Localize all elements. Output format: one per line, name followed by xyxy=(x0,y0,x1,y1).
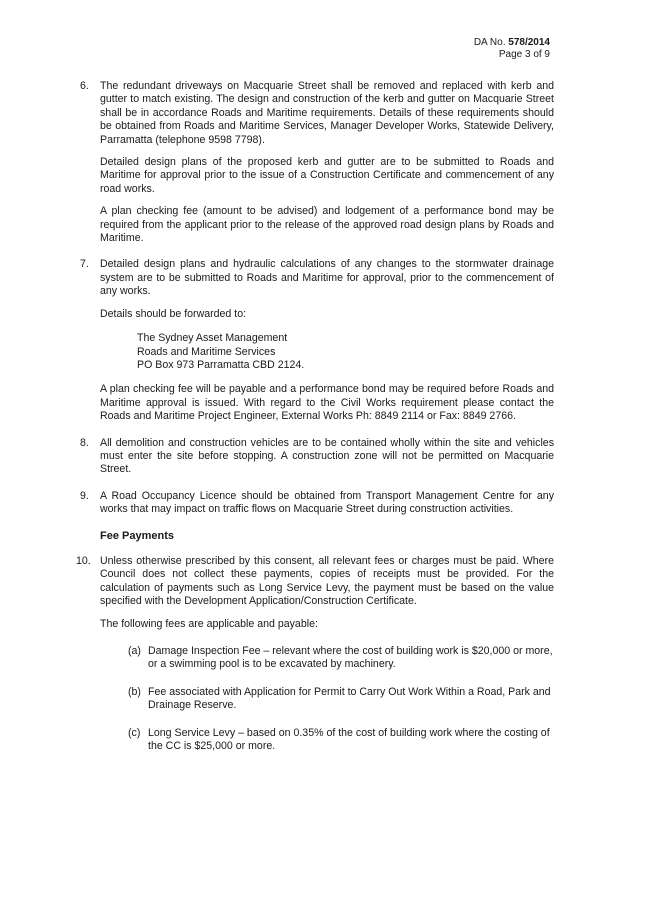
condition-paragraph: Unless otherwise prescribed by this consent, all relevant fees or charges must be paid. Where Council does not collect these payments, copies of receipts must be provided. For the calculation of payments such as Long Service Levy, the payment must be based on the value specified with the Development Application/Construction Certificate. xyxy=(100,554,554,608)
section-heading: Fee Payments xyxy=(100,529,174,542)
condition-paragraph: A plan checking fee will be payable and a performance bond may be required before Roads and Maritime approval is issued. With regard to the Civil Works requirement please contact the Roads and Maritime Project Engineer, External Works Ph: 8849 2114 or Fax: 8849 2766. xyxy=(100,383,554,423)
fee-item xyxy=(100,645,554,672)
fee-item-label: (b) xyxy=(128,685,141,698)
condition-number: 8. xyxy=(80,436,89,449)
condition-8 xyxy=(80,437,554,477)
condition-number: 10. xyxy=(76,554,91,567)
da-number: 578/2014 xyxy=(508,37,550,48)
fee-item-label: (a) xyxy=(128,645,141,657)
condition-paragraph: Detailed design plans and hydraulic calculations of any changes to the stormwater drainage system are to be submitted to Roads and Maritime for approval, prior to the commencement of any works. xyxy=(100,258,554,298)
condition-9 xyxy=(80,490,554,517)
address-line: Roads and Maritime Services xyxy=(137,345,276,358)
condition-paragraph: A Road Occupancy Licence should be obtained from Transport Management Centre for any works that may impact on traffic flows on Macquarie Street during construction activities. xyxy=(100,489,554,516)
fee-item-text: Fee associated with Application for Permit to Carry Out Work Within a Road, Park and Drainage Reserve. xyxy=(148,685,551,712)
condition-number: 9. xyxy=(80,489,89,502)
da-number-line xyxy=(474,37,550,49)
address-line: The Sydney Asset Management xyxy=(137,332,288,345)
fee-item-label: (c) xyxy=(128,726,141,739)
condition-paragraph: Detailed design plans of the proposed kerb and gutter are to be submitted to Roads and Maritime for approval prior to the issue of a Construction Certificate and commencement of any road works. xyxy=(100,156,554,195)
page-header xyxy=(474,37,550,61)
condition-number: 6. xyxy=(80,80,89,92)
address-line: PO Box 973 Parramatta CBD 2124. xyxy=(137,358,305,371)
address-block xyxy=(100,332,554,372)
condition-10 xyxy=(76,554,554,753)
condition-paragraph: A plan checking fee (amount to be advised) and lodgement of a performance bond may be required from the applicant prior to the release of the approved road design plans by Roads and Maritime. xyxy=(100,205,554,245)
condition-number: 7. xyxy=(80,258,89,271)
fee-item xyxy=(100,727,554,754)
condition-6 xyxy=(80,80,554,245)
condition-7 xyxy=(80,258,554,423)
condition-paragraph: Details should be forwarded to: xyxy=(100,307,247,320)
fee-item-text: Long Service Levy – based on 0.35% of the cost of building work where the costing of the CC is $25,000 or more. xyxy=(148,726,550,753)
conditions-list xyxy=(76,80,554,767)
da-prefix: DA No. xyxy=(473,37,506,48)
condition-paragraph: The redundant driveways on Macquarie Street shall be removed and replaced with kerb and gutter to match existing. The design and construction of the kerb and gutter on Macquarie Street shall be in accordance Roads and Maritime requirements. Details of these requirements should be obtained from Roads and Maritime Services, Manager Developer Works, Statewide Delivery, Parramatta (telephone 9598 7798). xyxy=(100,80,554,146)
condition-paragraph: The following fees are applicable and payable: xyxy=(100,617,318,630)
condition-paragraph: All demolition and construction vehicles are to be contained wholly within the site and vehicles must enter the site before stopping. A construction zone will not be permitted on Macquarie Street. xyxy=(100,436,554,476)
fee-item-text: Damage Inspection Fee – relevant where the cost of building work is $20,000 or more, or a swimming pool is to be excavated by machinery. xyxy=(148,645,553,671)
page-number: Page 3 of 9 xyxy=(498,49,550,60)
fee-item xyxy=(100,686,554,713)
